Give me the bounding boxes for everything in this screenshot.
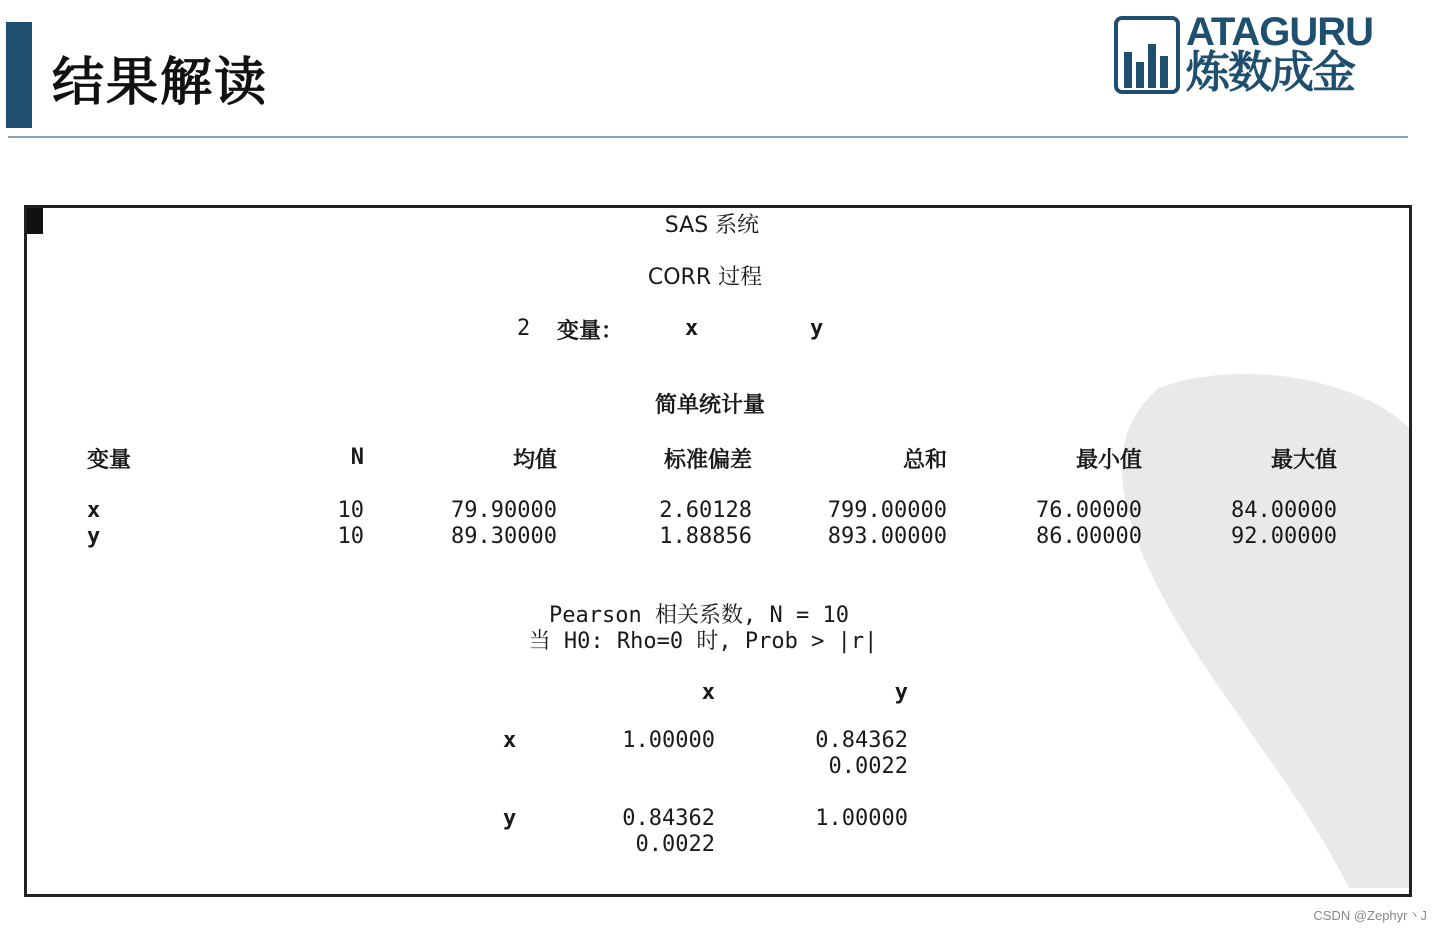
variable-x: x — [685, 316, 699, 341]
corr-header-x: x — [701, 680, 715, 705]
variable-y: y — [810, 316, 824, 341]
corr-row-y-coef-x: 0.84362 — [622, 806, 715, 831]
stats-header-mean: 均值 — [512, 448, 557, 473]
footer-credit: CSDN @Zephyr丶J — [1313, 908, 1427, 923]
brush-watermark — [1099, 368, 1412, 888]
variable-count: 2 — [517, 316, 531, 341]
corr-row-x-pvalue-y: 0.0022 — [828, 754, 908, 779]
stats-row-x-mean: 79.90000 — [451, 498, 557, 523]
stats-row-x-n: 10 — [337, 498, 364, 523]
stats-header-max: 最大值 — [1270, 448, 1337, 473]
logo-chinese-name: 炼数成金 — [1186, 47, 1354, 98]
corr-row-x-coef-x: 1.00000 — [622, 728, 715, 753]
corr-row-x-label: x — [503, 728, 517, 753]
stats-row-y-variable: y — [87, 524, 101, 549]
stats-row-y-sum: 893.00000 — [827, 524, 947, 549]
pearson-title: Pearson 相关系数, N = 10 — [549, 603, 849, 628]
stats-row-y-min: 86.00000 — [1036, 524, 1142, 549]
stats-header-n: N — [350, 445, 364, 470]
stats-row-x-min: 76.00000 — [1036, 498, 1142, 523]
pearson-null-hypothesis: 当 H0: Rho=0 时, Prob > |r| — [528, 629, 878, 654]
stats-row-y-max: 92.00000 — [1231, 524, 1337, 549]
stats-row-x-stddev: 2.60128 — [659, 498, 752, 523]
bar-chart-logo-icon — [1114, 16, 1180, 94]
variable-label: 变量： — [557, 319, 624, 344]
stats-row-y-mean: 89.30000 — [451, 524, 557, 549]
ataguru-logo — [1114, 12, 1424, 102]
stats-row-x-sum: 799.00000 — [827, 498, 947, 523]
stats-row-x-variable: x — [87, 498, 101, 523]
logo-wordmark: ATAGURU — [1186, 10, 1374, 54]
simple-stats-title: 简单统计量 — [654, 393, 766, 418]
stats-row-y-n: 10 — [337, 524, 364, 549]
stats-header-min: 最小值 — [1075, 448, 1142, 473]
corr-row-y-label: y — [503, 806, 517, 831]
stats-header-variable: 变量 — [87, 448, 132, 473]
stats-row-x-max: 84.00000 — [1231, 498, 1337, 523]
corr-row-x-coef-y: 0.84362 — [815, 728, 908, 753]
slide-title: 结果解读 — [52, 53, 269, 113]
title-accent-bar — [6, 22, 32, 128]
stats-row-y-stddev: 1.88856 — [659, 524, 752, 549]
procedure-title: CORR 过程 — [647, 265, 763, 290]
stats-header-stddev: 标准偏差 — [663, 448, 752, 473]
sas-output-panel — [24, 205, 1412, 897]
corner-marker — [27, 208, 43, 234]
stats-header-sum: 总和 — [902, 448, 947, 473]
corr-row-y-coef-y: 1.00000 — [815, 806, 908, 831]
corr-row-y-pvalue-x: 0.0022 — [635, 832, 715, 857]
corr-header-y: y — [894, 680, 908, 705]
title-divider — [8, 136, 1408, 138]
system-title: SAS 系统 — [664, 213, 760, 238]
